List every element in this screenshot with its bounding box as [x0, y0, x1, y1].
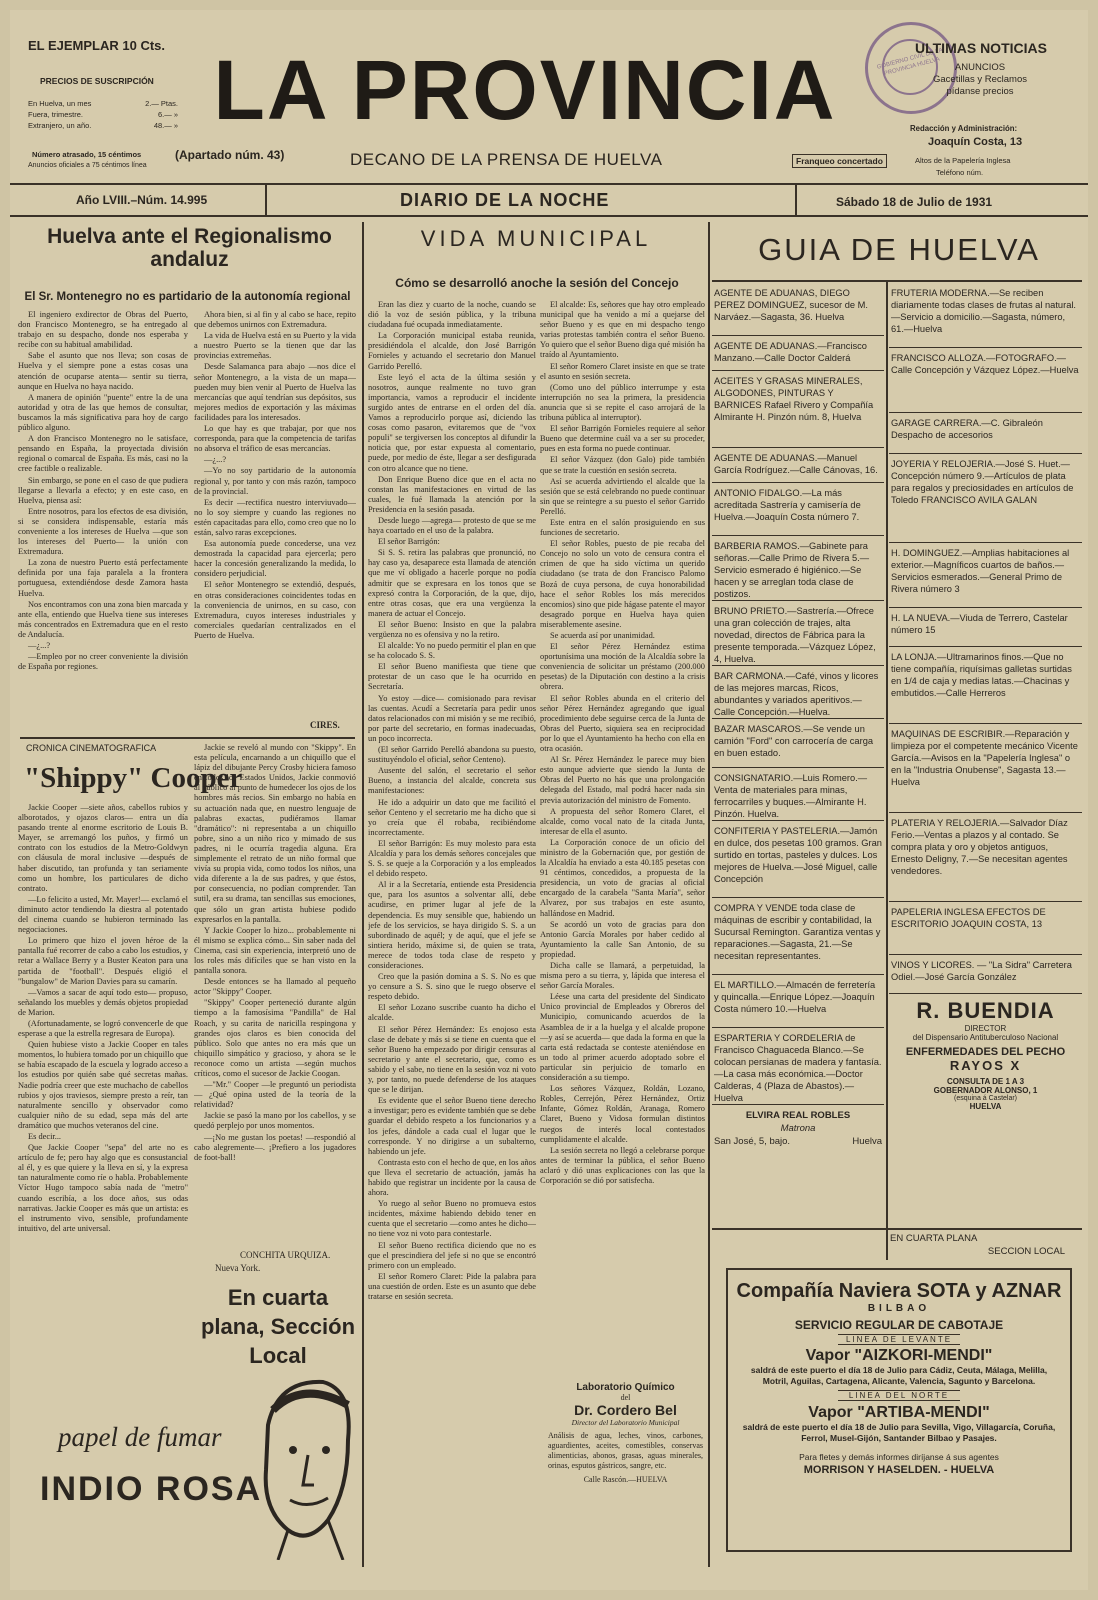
guide-entry: AGENTE DE ADUANAS, DIEGO PEREZ DOMINGUEZ, sucesor de M. Narváez.—Sagasta, 36. Huelva: [712, 283, 884, 336]
government-stamp: GOBIERNO CIVIL DE LA PROVINCIA HUELVA: [865, 22, 957, 114]
guide-entry: COMPRA Y VENDE toda clase de máquinas de escribir y contabilidad, la Sucursal Remington. Garantiza ventas y reparaciones.—Sagasta, 21.—Se necesitan representantes.: [712, 898, 884, 975]
vapor-artiba-text: saldrá de este puerto el día 18 de Julio para Sevilla, Vigo, Villagarcía, Coruña, Ferrol, Musel-Gijón, Santander Bilbao y Pasajes.: [742, 1422, 1056, 1443]
regionalismo-text-a: El ingeniero exdirector de Obras del Puerto, don Francisco Montenegro, se ha entregado al trabajo en su despacho, donde nos esperaba y recibe con su habitual amabilidad. Sabe el asunto que nos lleva; son cosas de Huelva y el siempre pone a estas cosas una atención de ocuparse atenta— sentir su tierra, aunque en Huelva no haya nacido. A manera de opinión "puente" entre la de una autoridad y otra de las que hemos de consultar, buscamos la más significativa para hoy de cargo público alguno. A don Francisco Montenegro no le satisface, pensando en España, la proyectada división regional o comarcal de España. Es más, casi no la cree factible o realizable. Sin embargo, se pone en el caso de que pudiera llegarse a llevarla a efecto; y en este caso, en Huelva, piensa así: Entre nosotros, para los efectos de esa división, si se considera indispensable, estaría más conveniente a los intereses de Huelva —que son los intereses del Puerto— la unión con Extremadura. La zona de nuestro Puerto está perfectamente definida por una faja paralela a la frontera portuguesa, extendiéndose desde Zamora hasta Huelva. Nos encontramos con una zona bien marcada y ante ella, entiendo que Huelva tiene sus intereses más concentrados en Extremadura que en el resto de Andalucía. —¿...? —Empleo por no creer conveniente la división de España por regiones.: [18, 310, 188, 672]
dateline-section: DIARIO DE LA NOCHE: [400, 190, 610, 210]
indio-ad-line2: INDIO ROSA: [40, 1470, 263, 1508]
ultimas-noticias: ULTIMAS NOTICIAS: [915, 40, 1047, 56]
cronica-label: CRONICA CINEMATOGRAFICA: [26, 743, 157, 753]
guide-entry: ACEITES Y GRASAS MINERALES, ALGODONES, PINTURAS Y BARNICES Rafael Rivero y Compañía Almirante H. Pinzón núm. 8, Huelva: [712, 371, 884, 448]
vida-municipal-headline: Cómo se desarrolló anoche la sesión del Concejo: [395, 276, 679, 290]
subscription-row: Extranjero, un año. 48.— »: [28, 121, 178, 130]
cronica-signature: CONCHITA URQUIZA.: [240, 1250, 331, 1260]
guide-entry: CONFITERIA Y PASTELERIA.—Jamón en dulce, dos pesetas 100 gramos. Gran surtido en tortas, pasteles y dulces. Los mejores de Huelva.—José Miguel, calle Concepción: [712, 821, 884, 898]
vida-municipal-title: VIDA MUNICIPAL: [420, 226, 652, 251]
vapor-artiba: Vapor "ARTIBA-MENDI": [808, 1404, 990, 1421]
vapor-aizkori: Vapor "AIZKORI-MENDI": [805, 1347, 993, 1364]
buendia-ad: R. BUENDIA DIRECTOR del Dispensario Antituberculoso Nacional ENFERMEDADES DEL PECHO RAYOS X CONSULTA DE 1 A 3 GOBERNADOR ALONSO, 1 (esquina á Castelar) HUELVA: [905, 998, 1066, 1111]
guide-entry: BRUNO PRIETO.—Sastrería.—Ofrece una gran colección de trajes, alta novedad, directos de Fábrica para la presente temporada.—Vázquez López, 4, Huelva.: [712, 601, 884, 666]
subscription-row: Fuera, trimestre. 6.— »: [28, 110, 178, 119]
naviera-title: Compañía Naviera SOTA y AZNAR: [736, 1280, 1062, 1302]
telefono: Teléfono núm.: [936, 168, 984, 177]
cronica-text-a: Jackie Cooper —siete años, cabellos rubios y alborotados, y ojazos claros— entra un día pasando trente al enorme escritorio de Louis B. Mayer, se arremangó los puños, y firmó un contrato con los estudios de la Metro-Goldwyn con cláusula de moral inclusive —después de haber discutido, tan profunda y tan seriamente como un hombre, los particulares de dicho contrato. —Lo felicito a usted, Mr. Mayer!— exclamó el diminuto actor tendiendo la diestra al potentado del cinema cuando se hubieron terminado las negociaciones. Lo primero que hizo el joven héroe de la pantalla fué recorrer de cabo a cabo los estudios, y retar a Wallace Berry y a Buster Keaton para una partida de "football". Después eligió el "bungalow" de Marion Davies para su camarín. —Vamos a sacar de aquí todo esto— propuso, señalando los muebles y demás objetos propiedad de Marion. (Afortunadamente, se logró convencerle de que esperase a que la estrella regresara de Europa). Quien hubiese visto a Jackie Cooper en tales momentos, lo hubiera tomado por un chiquillo que se había escapado de la escuela y logrado acceso a los estudios por quién sabe qué secretas mañas. Nadie podría creer que este muchacho de cabellos rubios y ojos traviesos, siempre presto a reír, tan naturalmente sencillo y observador como cualquier niño de su edad, sepa más del arte dramático que muchos veteranos del cine. Es decir... Que Jackie Cooper "sepa" del arte no es artículo de fe; pero hay algo que es consustancial al él, y es que quiere y la lleva en sí, y la expresa tan naturalmente como ríe o habla. Probablemente Víctor Hugo tampoco sabía nada de "metro" cuando escribía, a los doce años, sus odas narrativas. Jackie Cooper es más que un artista: es el instrumento vivo, sensible, profundamente intuitivo, del arte universal.: [18, 803, 188, 1233]
guide-entry: MAQUINAS DE ESCRIBIR.—Reparación y limpieza por el competente mecánico Vicente García.—Avisos en la "Papelería Inglesa" o en la "Industria Onubense", Sagasta 13.—Huelva: [889, 724, 1082, 813]
guide-cuarta-plana: EN CUARTA PLANA SECCION LOCAL: [890, 1233, 1065, 1257]
lab-address: Calle Rascón.—HUELVA: [583, 1475, 668, 1485]
ads-price: Anuncios oficiales a 75 céntimos línea: [28, 162, 147, 169]
naviera-city: BILBAO: [867, 1303, 931, 1314]
guide-entry: BAZAR MASCAROS.—Se vende un camión "Ford" con carrocería de carga en buen estado.: [712, 719, 884, 768]
dateline-rule-top: [10, 183, 1088, 185]
redaccion-label: Redacción y Administración:: [910, 124, 1018, 133]
regionalismo-text-b: Ahora bien, si al fin y al cabo se hace, repito que debemos unirnos con Extremadura. La vida de Huelva está en su Puerto y la vida a nuestro Puerto se la tienen que dar las provincias extremeñas. Desde Salamanca para abajo —nos dice el señor Montenegro, a la vista de un mapa— pueden muy bien venir al Puerto de Huelva las mercancías que aquí tendrían sus depósitos, sus mejores medios de exportación y las máximas facilidades para los interesados. Lo que hay es que trabajar, por que nos corresponda, para que la competencia de tarifas no absorva el tráfico de esas mercancías. —¿...? —Yo no soy partidario de la autonomía regional y, por tanto y con más razón, tampoco de la provincial. Es decir —rectifica nuestro interviuvado— no lo soy siempre y cuando las regiones no estén capacitadas para ello, como creo que no lo están, salvo raras excepciones. Esa autonomía puede concederse, una vez demostrada la capacidad para ejercerla; pero hacer la concesión generalizando la medida, lo considero perjudicial. El señor Montenegro se extendió, después, en otras consideraciones coincidentes todas en la conveniencia de unirnos, en su caso, con Extremadura, cuyos intereses industriales y comerciales quedarían centralizados en el Puerto de Huelva.: [194, 310, 356, 640]
guide-entry: BAR CARMONA.—Café, vinos y licores de las mejores marcas, Ricos, abundantes y variados aperitivos.—Calle Concepción.—Huelva.: [712, 666, 884, 719]
price-label: EL EJEMPLAR 10 Cts.: [28, 38, 166, 53]
dateline-rule-bottom: [10, 215, 1088, 217]
guide-entry: PLATERIA Y RELOJERIA.—Salvador Díaz Ferio.—Ventas a plazos y al contado. Se compra plata y oro y objetos antiguos, Ernesto Deligny, 7.—Se necesitan agentes vendedores.: [889, 813, 1082, 902]
regionalismo-headline: Huelva ante el Regionalismo andaluz: [47, 225, 332, 271]
guide-entry: H. DOMINGUEZ.—Amplias habitaciones al exterior.—Magníficos cuartos de baños.—Servicios esmerados.—General Primo de Rivera número 3: [889, 543, 1082, 608]
guide-entry: PAPELERIA INGLESA EFECTOS DE ESCRITORIO JOAQUIN COSTA, 13: [889, 902, 1082, 955]
subscription-rows: [28, 98, 178, 131]
naviera-linea-norte: LINEA DEL NORTE: [838, 1390, 960, 1401]
guide-entry: LA LONJA.—Ultramarinos finos.—Que no tiene compañía, riquísimas galletas surtidas en 1/4 de caja y medias latas.—Chacinas y embutidos.—Calle Herreros: [889, 647, 1082, 724]
guide-entry: AGENTE DE ADUANAS.—Francisco Manzano.—Calle Doctor Calderá: [712, 336, 884, 371]
cuarta-plana-notice: En cuarta plana, Sección Local: [200, 1285, 356, 1368]
indio-face-illustration: [248, 1370, 358, 1560]
guide-entry: FRANCISCO ALLOZA.—FOTOGRAFO.—Calle Concepción y Vázquez López.—Huelva: [889, 348, 1082, 413]
guide-entry: ANTONIO FIDALGO.—La más acreditada Sastrería y camisería de Huelva.—Joaquín Costa número 7.: [712, 483, 884, 536]
newspaper-page: [10, 10, 1088, 1590]
lab-label: Laboratorio Químico: [576, 1382, 675, 1393]
back-issue-price: Número atrasado, 15 céntimos: [32, 150, 142, 159]
issue-number: Año LVIII.–Núm. 14.995: [76, 193, 208, 207]
dateline-divider: [265, 185, 267, 215]
guide-right-column: [889, 283, 1082, 1111]
guide-center-rule: [886, 282, 888, 1260]
elvira-entry: ELVIRA REAL ROBLES Matrona San José, 5, bajo. Huelva: [714, 1110, 882, 1147]
naviera-ad: [726, 1268, 1072, 1552]
dateline-divider: [795, 185, 797, 215]
apartado: (Apartado núm. 43): [175, 148, 285, 162]
laboratorio-ad: [548, 1382, 703, 1552]
guide-entry: FRUTERIA MODERNA.—Se reciben diariamente todas clases de frutas al natural.—Servicio a domicilio.—Sagasta, número, 61.—Huelva: [889, 283, 1082, 348]
vapor-aizkori-text: saldrá de este puerto el día 18 de Julio para Cádiz, Ceuta, Málaga, Melilla, Motril, Aguilas, Cartagena, Alicante, Valencia, Sagunto y Barcelona.: [750, 1365, 1048, 1386]
lab-doctor-name: Dr. Cordero Bel: [574, 1402, 677, 1418]
lab-body: Análisis de agua, leches, vinos, carbones, aguardientes, aceites, comestibles, conservas alimenticias, abonos, grasas, aguas minerales, orinas, esputos gástricos, sangre, etc.: [548, 1431, 703, 1471]
vida-municipal-text-a: Eran las diez y cuarto de la noche, cuando se dió la voz de sesión pública, y la tribuna ciudadana fué ocupada inmediatamente. La Corporación municipal estaba reunida, presidiéndola el alcalde, don José Barrigón Fornieles y actuando el secretario don Manuel Garrido Perelló. Este leyó el acta de la última sesión y nosotros, aunque realmente no tuvo gran importancia, vamos a reproducir el incidente surgido antes de entrarse en el orden del día. Vamos a reproducirlo porque así, diciendo las cosas como pasaron, evitaremos que de "vox populi" se tergiversen los conceptos al difundir la noticia que, por estar expuesta al comentario, puede, por medio de éste, llegar a ser desfigurada con otro alcance que no tiene. Don Enrique Bueno dice que en el acta no constan las manifestaciones en virtud de las cuales, le fué llamada la atención por la Presidencia en la sesión pasada. Desde luego —agrega— protesto de que se me haya coartado en el uso de la palabra. El señor Barrigón: Si S. S. retira las palabras que pronunció, no hay caso ya, desaparece esta llamada de atención que me ví obligado a hacerle porque no podía admitir que se expresara en los tonos que se expresó contra la Corporación, de la que, dijo, entre otras cosas, que era una vergüenza la manera de actuar el Concejo. El señor Bueno: Insisto en que la palabra vergüenza no es ofensiva y no la retiro. El alcalde: Yo no puedo permitir el plan en que se ha colocado S. S. El señor Bueno manifiesta que tiene que protestar de un caso que le ha ocurrido en Secretaría. Yo estoy —dice— comisionado para revisar las cuentas. Acudí a Secretaría para pedir unos datos relacionados con mi misión y se me recibió, por parte del secretario, en formas inadecuadas, un poco incorrecta. (El señor Garrido Perelló abandona su puesto, sustituyéndolo el oficial, señor Centeno). Ausente del salón, el secretario el señor Bueno, a instancia del alcalde, concreta sus manifestaciones: He ido a adquirir un dato que me facilitó el señor Centeno y el secretario me ha dicho que si yo creía que él robaba, recibiéndome incorrectamente. El señor Barrigón: Es muy molesto para esta Alcaldía y para los demás señores concejales que S. S. se queje a la Corporación y a los empleados el debido respeto. Al ir a la Secretaría, entiende esta Presidencia que, para los asuntos a solventar allí, debe acudirse, en primer lugar al jefe de la dependencia. Es muy sensible que, habiendo un jefe de los servicios, se haya dirigido S. S. a un subordinado de aquél; y de aquí, que el jefe se sintiera herido, máxime si, de quien se trata, merece de todos toda clase de respeto y consideraciones. Creo que la pasión domina a S. S. No es que yo censure a S. S. sino que le ruego observe el respeto debido. El señor Lozano suscribe cuanto ha dicho el alcalde. El señor Pérez Hernández: Es enojoso esta clase de debate y más si se tiene en cuenta que el señor Bueno ha empezado por dirigir censuras al secretario y ante el secretario, que, como es sabido y el sabe, no tiene en la sesión voz ni voto y, por tanto, no puede defenderse de los ataques que se le dirijan. Es evidente que el señor Bueno tiene derecho a investigar; pero es evidente también que se debe guardar el debido respeto a los funcionarios y a los jefes, dándole a cada cual el lugar que le corresponde. Y no dirigirse a un subalterno, habiendo un jefe. Contrasta esto con el hecho de que, en los años que lleva el secretario de actuación, jamás ha habido que registrar un incidente por la causa de ahora. Yo ruego al señor Bueno no promueva estos incidentes, máxime habiendo debido tener en cuenta que el secretario —como antes he dicho— no tiene voz ni voto para contestarle. El señor Bueno rectifica diciendo que no es que el prescindiera del jefe si no que se encontró primero con un empleado. El señor Romero Claret: Pide la palabra para una cuestión de orden. Este es un asunto que debe tratarse en sesión secreta.: [368, 300, 536, 1301]
regionalismo-subhead: El Sr. Montenegro no es partidario de la autonomía regional: [24, 291, 351, 303]
naviera-footer2: MORRISON Y HASELDEN. - HUELVA: [803, 1464, 995, 1476]
office-address: Joaquín Costa, 13: [928, 136, 1023, 148]
lab-del: del: [620, 1393, 631, 1402]
guia-title: GUIA DE HUELVA: [758, 232, 1040, 267]
guide-entry: JOYERIA Y RELOJERIA.—José S. Huet.—Concepción número 9.—Artículos de plata para regalos y preciosidades en artículos de Toledo FRANCISCO AVILA GALAN: [889, 454, 1082, 543]
guide-entry: GARAGE CARRERA.—C. Gibraleón Despacho de accesorios: [889, 413, 1082, 454]
altos-papeleria: Altos de la Papelería Inglesa: [915, 156, 1011, 165]
newspaper-title: LA PROVINCIA: [213, 43, 837, 137]
cronica-text-b: Jackie se reveló al mundo con "Skippy". En esta película, encarnando a un chiquillo que el lápiz del dibujante Percy Crosby hiciera famoso en todos los Estados Unidos, Jackie conmovió al público al punto de humedecer los ojos de los hombres más recios. Sin embargo no había en su actuación nada que, en nuestro lenguaje de palabras exactas, pudiéramos llamar "dramático": ni representaba a un chiquillo pobre, sino a un niño rico y mimado de sus padres, ni le ocurría tragedia alguna. Era simplemente el retrato de un niño formal que vivía su propia vida, como todos los niños, una vida diferente a la de sus padres, y que éstos, por consecuencia, no podían comprender. Tan sutil, era su drama, tan sencillas sus emociones, que sólo un gran artista hubiese podido expresarlos en la pantalla. Y Jackie Cooper lo hizo... probablemente ni él mismo se explica cómo... Sin saber nada del Cinema, casi sin experiencia, interpretó uno de los roles más difíciles que se han visto en la pantalla sonora. Desde entonces se ha llamado al pequeño actor "Skippy" Cooper. "Skippy" Cooper perteneció durante algún tiempo a la famosísima "Pandilla" de Hal Roach, y su carita de naricilla respingona y grandes ojos claros es bien conocida del público. Solo que antes no era más que un chiquillo simpático y gracioso, y ahora se le reconoce como un artista —según muchos críticos, como el sucesor de Jackie Coogan. —"Mr." Cooper —le preguntó un periodista— ¿Qué opina usted de la teoría de la relatividad? Jackie se pasó la mano por los cabellos, y se quedó perplejo por unos momentos. —¡No me gustan los poetas! —respondió al cabo alegremente—. ¡Prefiero a los jugadores de foot-ball!: [194, 743, 356, 1162]
subscription-row: En Huelva, un mes 2.— Ptas.: [28, 99, 178, 108]
naviera-linea-levante: LINEA DE LEVANTE: [838, 1334, 960, 1345]
column-rule: [362, 222, 364, 1567]
newspaper-subtitle: DECANO DE LA PRENSA DE HUELVA: [350, 150, 663, 169]
cronica-place: Nueva York.: [215, 1263, 261, 1273]
guide-entry: VINOS Y LICORES. — "La Sidra" Carretera Odiel.—José García González: [889, 955, 1082, 994]
guide-entry: EL MARTILLO.—Almacén de ferretería y quincalla.—Enrique López.—Joaquín Costa número 10.—Huelva: [712, 975, 884, 1028]
guide-left-column: [712, 283, 884, 1152]
lab-role: Director del Laboratorio Municipal: [571, 1418, 680, 1427]
indio-ad-line1: papel de fumar: [58, 1422, 222, 1452]
guide-entry: AGENTE DE ADUANAS.—Manuel García Rodríguez.—Calle Cánovas, 16.: [712, 448, 884, 483]
cronica-title: "Shippy" Cooper: [24, 762, 243, 794]
issue-date: Sábado 18 de Julio de 1931: [836, 195, 993, 209]
guide-rule: [712, 280, 1082, 282]
guide-entry: BARBERIA RAMOS.—Gabinete para señoras.—Calle Primo de Rivera 5.—Servicio esmerado é higiénico.—Se hacen y se arreglan toda clase de postizos.: [712, 536, 884, 601]
article-rule: [20, 737, 355, 739]
regionalismo-signature: CIRES.: [310, 720, 340, 730]
guide-bottom-rule: [712, 1228, 1082, 1230]
indio-rosa-ad: [18, 1370, 358, 1565]
guide-entry: H. LA NUEVA.—Viuda de Terrero, Castelar número 15: [889, 608, 1082, 647]
anuncios-info: ANUNCIOS Gacetillas y Reclamos pídanse precios: [933, 62, 1027, 97]
guide-entry: CONSIGNATARIO.—Luis Romero.—Venta de materiales para minas, ferrocarriles y buques.—Almirante H. Pinzón. Huelva.: [712, 768, 884, 821]
subscription-title: PRECIOS DE SUSCRIPCIÓN: [40, 76, 154, 86]
vida-municipal-text-b: El alcalde: Es, señores que hay otro empleado municipal que ha venido a mí a quejarse del señor Bueno y es que en mi despacho tengo varias protestas también contra el señor Bueno. Yo quiero que el señor Bueno diga qué misión ha traído al Ayuntamiento. El señor Romero Claret insiste en que se trate el asunto en sesión secreta. (Como uno del público interrumpe y esta interrupción no sea la primera, la presidencia anuncia que si se repite el caso arrojará de la tribuna pública al interruptor). El señor Barrigón Fornieles requiere al señor Bueno que determine cuál va a ser su proceder, pues en esta forma no puede continuar. El señor Vázquez (don Galo) pide también que se trate la cuestión en sesión secreta. Así se acuerda advirtiendo el alcalde que la sesión que se está celebrando no puede continuar sin que se reintegre a su puesto el señor Garrido Perelló. Este entra en el salón prosiguiendo en sus funciones de secretario. El señor Robles, puesto de pie recaba del Concejo no solo un voto de censura contra el crimen de que ha sido víctima un querido ciudadano (se trata de don Francisco Palomo Bozá de cuya persona, de cuya honorabilidad hace el señor Robles los más merecidos encomios) sino que pide hágase patente el mayor desagrado porque en Huelva haya quien miserablemente asesine. Se acuerda así por unanimidad. El señor Pérez Hernández estima oportunísima una moción de la Alcaldía sobre la conveniencia de solicitar un préstamo (200.000 pesetas) de la Diputación con destino a la crisis obrera. El señor Robles abunda en el criterio del señor Pérez Hernández agregando que igual procedimiento debe seguirse cerca de la Junta de Obras del Puerto, siquiera sea en reciprocidad por lo que el Ayuntamiento ha hecho con ella en otra ocasión. Al Sr. Pérez Hernández le parece muy bien esto aunque advierte que siendo la Junta de Obras del Puerto no hás que una prolongación delegada del Estado, mal podrá hacer nada sin previa autorización del ministro de Fomento. A propuesta del señor Romero Claret, el alcalde, como vocal nato de la citada Junta, interesar de ella el asunto. La Corporación conoce de un oficio del ministro de la Gobernación que, por gestión de la Alcaldía ha enviado a esta 40.185 pesetas con 91 céntimos, concedidos, a propuesta de la presidencia, un voto de gracias al oficial encargado de la carabela "Santa María", señor Alvarez, por sus trabajos en este asunto, hallándose en Madrid. Se acordó un voto de gracias para don Antonio García Morales por haber cedido al Ayuntamiento la calle San Antonio, de su propiedad. Dicha calle se llamará, a perpetuidad, la misma pero a su tierra, y, lápida que interesa el señor García Morales. Léese una carta del presidente del Sindicato Unico provincial de Empleados y Obreros del Municipio, comunicando acuerdos de la Asamblea de ir a la huelga y el alcalde propone —y así se acuerda— que dada la forma en que la carta está redactada se conteste ateniéndose en un todo al primer acuerdo adoptado sobre el particular sin perjuicio de tomarlo en consideración a su tiempo. Los señores Vázquez, Roldán, Lozano, Robles, Cerrejón, Pérez Hernández, Ortiz Infante, Gómez Roldán, Aranaga, Romero Claret, Bueno y Vidosa formulan distintos ruegos de interés local contestados cumplidamente el alcalde. La sesión secreta no llegó a celebrarse porque antes de terminar la pública, el señor Bueno aclaró y dió unas explicaciones con las que la Corporación se dió por satisfecha.: [540, 300, 705, 1185]
franqueo-box: Franqueo concertado: [792, 154, 887, 168]
guide-entry: ESPARTERIA Y CORDELERIA de Francisco Chaguaceda Blanco.—Se colocan persianas de madera y fantasía.—La casa más económica.—Doctor Calderas, 4 (Plaza de Abastos).—Huelva: [712, 1028, 884, 1105]
naviera-servicio: SERVICIO REGULAR DE CABOTAJE: [794, 1318, 1004, 1332]
column-rule: [708, 222, 710, 1567]
naviera-footer1: Para fletes y demás informes diríjanse á sus agentes: [799, 1452, 999, 1462]
